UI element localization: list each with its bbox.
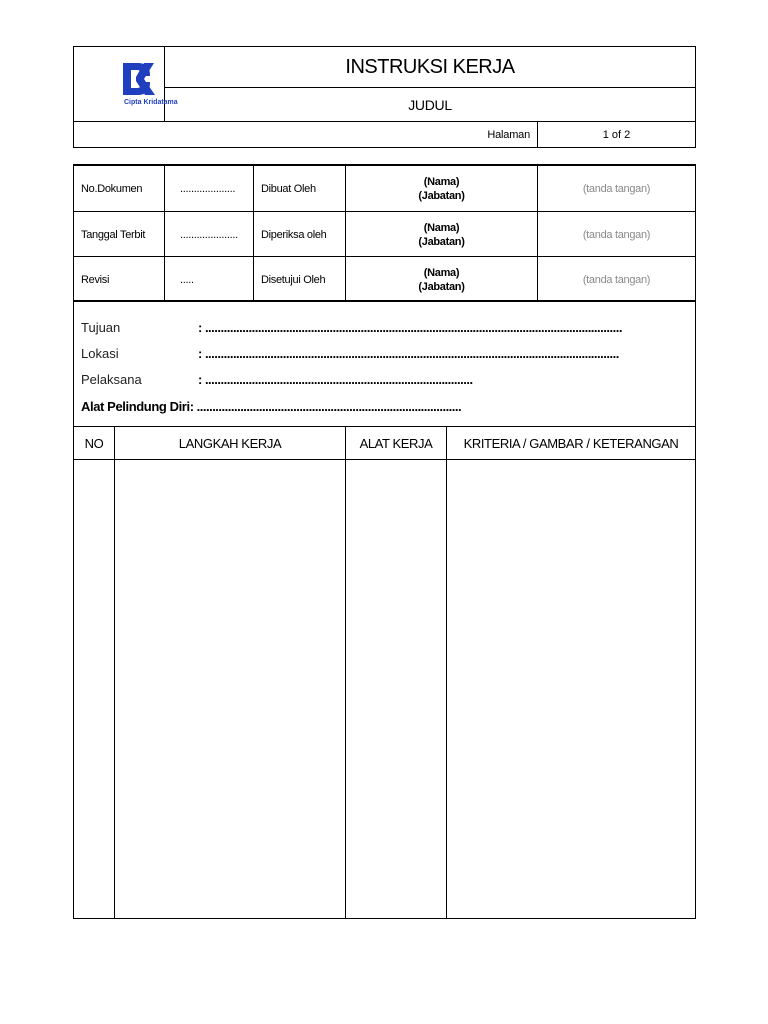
column-divider [345,459,346,918]
company-logo [74,47,178,121]
person-name: (Nama) [423,266,460,279]
person-position: (Jabatan) [418,189,465,202]
apd-label: Alat Pelindung Diri [81,399,190,414]
tujuan-dots: : ...................................................................................................................................... [198,320,622,335]
tujuan-label: Tujuan [81,320,121,335]
info-role: Diperiksa oleh [254,212,346,257]
logo-text: Cipta Kridatama [124,99,178,106]
info-row [74,256,695,302]
pelaksana-label: Pelaksana [81,372,142,387]
info-role: Disetujui Oleh [254,257,346,302]
instruction-fields [73,302,696,426]
pelaksana-field [81,372,473,387]
lokasi-dots: : ..................................................................................................................................... [198,346,619,361]
logo-cell [74,47,178,121]
header-langkah-kerja: LANGKAH KERJA [115,427,346,459]
signature-placeholder: (tanda tangan) [582,273,651,286]
info-row [74,211,695,257]
apd-dots: : ..................................................................................... [189,399,462,414]
page-label: Halaman [487,129,530,141]
info-label: No.Dokumen [74,166,165,211]
signature-placeholder: (tanda tangan) [582,228,651,241]
tujuan-field [81,320,622,335]
document-subtitle: JUDUL [408,96,452,113]
info-value: .................... [165,166,254,211]
info-person [346,212,538,257]
info-label: Revisi [74,257,165,302]
person-position: (Jabatan) [418,235,465,248]
info-person [346,257,538,302]
lokasi-label: Lokasi [81,346,119,361]
info-value: ..... [165,257,254,302]
pelaksana-dots: : ...................................................................................... [198,372,473,387]
header-alat-kerja: ALAT KERJA [346,427,447,459]
column-divider [114,459,115,918]
document-title: INSTRUKSI KERJA [165,47,695,88]
header-kriteria: KRITERIA / GAMBAR / KETERANGAN [463,435,679,451]
apd-field [81,399,461,414]
signature-placeholder: (tanda tangan) [582,182,651,195]
document-header [73,46,696,148]
info-person [346,166,538,211]
header-no: NO [74,427,115,459]
page-row [74,121,695,147]
column-divider [446,459,447,918]
page-value: 1 of 2 [537,122,695,147]
document-info-table [73,164,696,302]
info-row [74,166,695,211]
person-name: (Nama) [423,175,460,188]
lokasi-field [81,346,619,361]
person-position: (Jabatan) [418,280,465,293]
info-value: ..................... [165,212,254,257]
work-steps-table [73,426,696,919]
steps-table-header [74,427,695,460]
info-role: Dibuat Oleh [254,166,346,211]
person-name: (Nama) [423,221,460,234]
info-label: Tanggal Terbit [74,212,165,257]
